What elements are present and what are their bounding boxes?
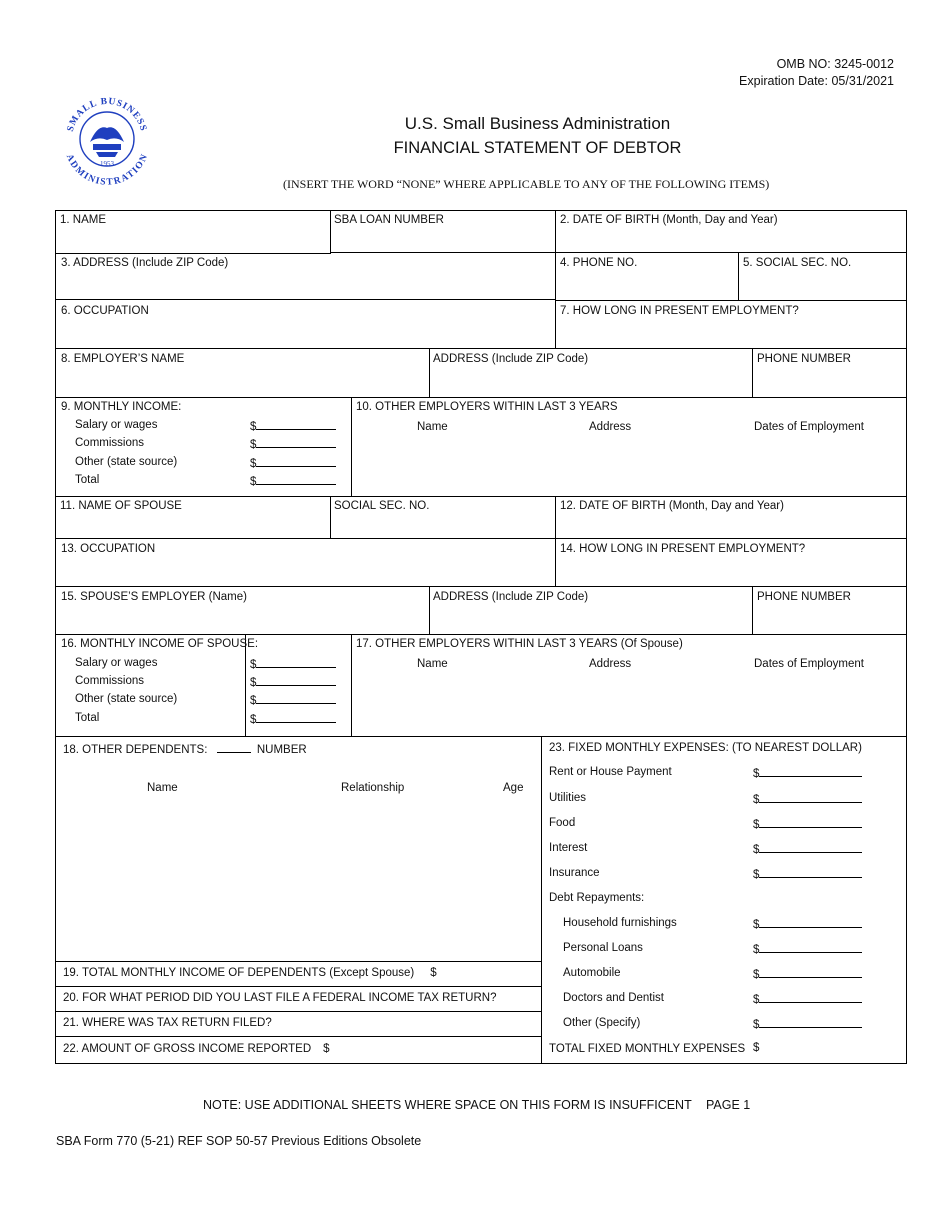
employer-address-label: ADDRESS (Include ZIP Code) — [433, 353, 589, 365]
debt-item: Other (Specify) — [563, 1017, 641, 1029]
expense-amount-blank[interactable] — [753, 816, 862, 831]
expense-amount-blank[interactable] — [753, 765, 862, 780]
currency-symbol: $ — [753, 919, 760, 931]
debt-amount-blank[interactable] — [753, 916, 862, 931]
expense-item: Food — [549, 817, 576, 829]
income-amount-blank[interactable] — [250, 436, 336, 451]
currency-symbol: $ — [753, 794, 760, 806]
currency-symbol: $ — [753, 768, 760, 780]
form-title: FINANCIAL STATEMENT OF DEBTOR — [393, 139, 682, 157]
currency-symbol: $ — [753, 869, 760, 881]
employer-column-dates: Dates of Employment — [754, 421, 864, 433]
spouse-employer-column-name: Name — [417, 658, 448, 670]
field-14-spouse-employment-length-label: 14. HOW LONG IN PRESENT EMPLOYMENT? — [560, 543, 806, 555]
spouse-employer-address-label: ADDRESS (Include ZIP Code) — [433, 591, 589, 603]
field-7-employment-length-label: 7. HOW LONG IN PRESENT EMPLOYMENT? — [560, 305, 799, 317]
spouse-income-item: Total — [75, 712, 100, 724]
expense-amount-blank[interactable] — [753, 841, 862, 856]
income-amount-blank[interactable] — [250, 418, 336, 433]
income-item: Salary or wages — [75, 419, 158, 431]
seal-bottom-text: ADMINISTRATION — [63, 152, 151, 186]
field-6-occupation-label: 6. OCCUPATION — [61, 305, 149, 317]
field-18-dependents — [63, 741, 307, 757]
currency-symbol: $ — [250, 476, 257, 488]
field-19-dependents-income — [63, 966, 437, 980]
field-23-fixed-expenses-label: 23. FIXED MONTHLY EXPENSES: (TO NEAREST DOLLAR) — [549, 742, 862, 754]
field-1-name-label: 1. NAME — [60, 214, 107, 226]
total-expenses-amount[interactable] — [753, 1042, 759, 1054]
income-item: Total — [75, 474, 100, 486]
spouse-income-amount-blank[interactable] — [250, 674, 336, 689]
total-fixed-expenses-label: TOTAL FIXED MONTHLY EXPENSES — [549, 1043, 746, 1055]
form-instruction: (INSERT THE WORD “NONE” WHERE APPLICABLE TO ANY OF THE FOLLOWING ITEMS) — [283, 177, 770, 191]
omb-block — [739, 56, 894, 90]
field-16-spouse-income-label: 16. MONTHLY INCOME OF SPOUSE: — [61, 638, 259, 650]
page-number: PAGE 1 — [706, 1098, 751, 1112]
spouse-employer-column-address: Address — [589, 658, 632, 670]
income-amount-blank[interactable] — [250, 473, 336, 488]
currency-symbol: $ — [250, 421, 257, 433]
expense-item: Rent or House Payment — [549, 766, 672, 778]
spouse-income-item: Other (state source) — [75, 693, 178, 705]
dependent-column-age: Age — [503, 782, 524, 794]
debt-amount-blank[interactable] — [753, 966, 862, 981]
spouse-ssn-label: SOCIAL SEC. NO. — [334, 500, 430, 512]
spouse-income-amount-blank[interactable] — [250, 656, 336, 671]
debt-item: Automobile — [563, 967, 621, 979]
seal-year: 1953 — [100, 160, 114, 168]
spouse-employer-column-dates: Dates of Employment — [754, 658, 864, 670]
employer-column-address: Address — [589, 421, 632, 433]
field-5-ssn-label: 5. SOCIAL SEC. NO. — [743, 257, 852, 269]
currency-symbol: $ — [250, 439, 257, 451]
currency-symbol: $ — [250, 659, 257, 671]
sba-loan-number-label: SBA LOAN NUMBER — [334, 214, 444, 226]
field-22-gross-income — [63, 1042, 330, 1056]
expiration-date: Expiration Date: 05/31/2021 — [739, 74, 894, 88]
field-17-spouse-other-employers-label: 17. OTHER EMPLOYERS WITHIN LAST 3 YEARS (Of Spouse) — [356, 638, 683, 650]
field-3-address-label: 3. ADDRESS (Include ZIP Code) — [61, 257, 229, 269]
field-8-employer-label: 8. EMPLOYER’S NAME — [61, 353, 185, 365]
field-9-monthly-income-label: 9. MONTHLY INCOME: — [61, 401, 182, 413]
agency-name: U.S. Small Business Administration — [404, 114, 671, 133]
currency-symbol: $ — [430, 967, 437, 979]
spouse-income-item: Salary or wages — [75, 657, 158, 669]
debt-amount-blank[interactable] — [753, 941, 862, 956]
debt-item: Doctors and Dentist — [563, 992, 664, 1004]
field-15-spouse-employer-label: 15. SPOUSE’S EMPLOYER (Name) — [61, 591, 247, 603]
dependent-column-relationship: Relationship — [341, 782, 405, 794]
expense-item: Insurance — [549, 867, 600, 879]
spouse-income-amount-blank[interactable] — [250, 711, 336, 726]
debt-item: Household furnishings — [563, 917, 677, 929]
currency-symbol: $ — [753, 819, 760, 831]
field-4-phone-label: 4. PHONE NO. — [560, 257, 638, 269]
employer-column-name: Name — [417, 421, 448, 433]
spouse-income-item: Commissions — [75, 675, 145, 687]
field-19-label: 19. TOTAL MONTHLY INCOME OF DEPENDENTS (Except Spouse) — [63, 967, 415, 979]
currency-symbol: $ — [753, 994, 760, 1006]
currency-symbol: $ — [753, 1042, 760, 1054]
omb-number: OMB NO: 3245-0012 — [776, 57, 894, 71]
currency-symbol: $ — [250, 714, 257, 726]
field-2-dob-label: 2. DATE OF BIRTH (Month, Day and Year) — [560, 214, 778, 226]
spouse-income-amount-blank[interactable] — [250, 692, 336, 707]
income-amount-blank[interactable] — [250, 455, 336, 470]
field-22-label: 22. AMOUNT OF GROSS INCOME REPORTED — [63, 1043, 312, 1055]
field-12-spouse-dob-label: 12. DATE OF BIRTH (Month, Day and Year) — [560, 500, 784, 512]
currency-symbol: $ — [753, 844, 760, 856]
income-item: Other (state source) — [75, 456, 178, 468]
expense-amount-blank[interactable] — [753, 791, 862, 806]
field-20-tax-period-label: 20. FOR WHAT PERIOD DID YOU LAST FILE A FEDERAL INCOME TAX RETURN? — [63, 992, 497, 1004]
currency-symbol: $ — [250, 677, 257, 689]
employer-phone-label: PHONE NUMBER — [757, 353, 851, 365]
expense-item: Utilities — [549, 792, 587, 804]
debt-amount-blank[interactable] — [753, 1016, 862, 1031]
currency-symbol: $ — [323, 1043, 330, 1055]
expense-item: Interest — [549, 842, 588, 854]
footer-note: NOTE: USE ADDITIONAL SHEETS WHERE SPACE ON THIS FORM IS INSUFFICENT — [203, 1098, 692, 1112]
currency-symbol: $ — [753, 969, 760, 981]
currency-symbol: $ — [250, 695, 257, 707]
currency-symbol: $ — [250, 458, 257, 470]
form-identifier: SBA Form 770 (5-21) REF SOP 50-57 Previous Editions Obsolete — [56, 1134, 422, 1148]
dependent-column-name: Name — [147, 782, 178, 794]
debt-item: Personal Loans — [563, 942, 643, 954]
seal-top-text: SMALL BUSINESS — [65, 96, 149, 133]
debt-amount-blank[interactable] — [753, 991, 862, 1006]
debt-repayments-heading: Debt Repayments: — [549, 892, 645, 904]
currency-symbol: $ — [753, 944, 760, 956]
currency-symbol: $ — [753, 1019, 760, 1031]
field-21-tax-filed-label: 21. WHERE WAS TAX RETURN FILED? — [63, 1017, 272, 1029]
field-11-spouse-name-label: 11. NAME OF SPOUSE — [60, 500, 182, 512]
income-item: Commissions — [75, 437, 145, 449]
field-18-number-label: NUMBER — [256, 744, 307, 756]
field-13-spouse-occupation-label: 13. OCCUPATION — [61, 543, 156, 555]
spouse-employer-phone-label: PHONE NUMBER — [757, 591, 851, 603]
expense-amount-blank[interactable] — [753, 866, 862, 881]
field-18-dependents-label: 18. OTHER DEPENDENTS: — [63, 744, 208, 756]
field-10-other-employers-label: 10. OTHER EMPLOYERS WITHIN LAST 3 YEARS — [356, 401, 618, 413]
